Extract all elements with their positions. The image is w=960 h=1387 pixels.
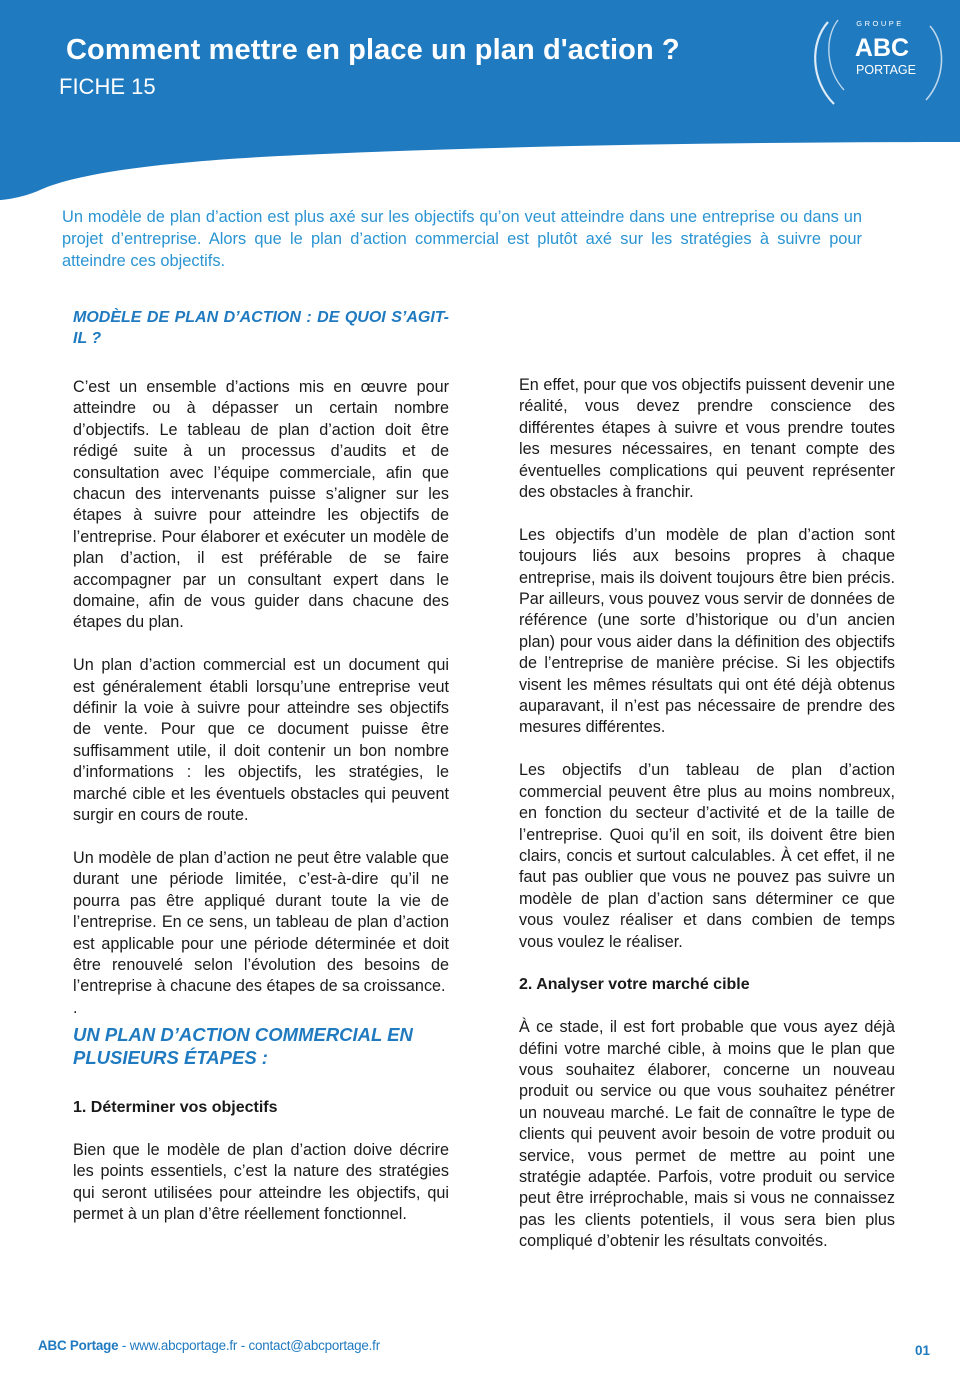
logo-brand-top: ABC <box>854 34 910 62</box>
footer-brand: ABC Portage <box>38 1338 119 1353</box>
paragraph: Un modèle de plan d’action ne peut être valable que durant une période limitée, c’est-à-dire qu’il ne pourra pas être appliqué durant toute la vie de l’entreprise. En ce sens, un tableau de plan d’action est applicable pour une période déterminée et doit être renouvelé selon l’évolution des besoins de l’entreprise à chacune des étapes de sa croissance. <box>73 848 449 996</box>
intro-paragraph: Un modèle de plan d’action est plus axé sur les objectifs qu’on veut atteindre dans une entreprise ou dans un projet d’entreprise. Alors que le plan d’action commercial est plutôt axé sur les stratégies à suivre pour atteindre ces objectifs. <box>62 208 862 270</box>
paragraph: En effet, pour que vos objectifs puissent devenir une réalité, vous devez prendre conscience des différentes étapes à suivre et vous prendre toutes les mesures nécessaires, en tenant compte des éventuelles complications qui peuvent représenter des obstacles à franchir. <box>519 376 895 502</box>
paragraph: C’est un ensemble d’actions mis en œuvre pour atteindre ou à dépasser un certain nombre d’objectifs. Le tableau de plan d’action doit être rédigé suite à un processus d’audits et de consultation avec l’équipe commerciale, afin que chacun des intervenants puisse s’aligner sur les étapes à suivre pour atteindre les objectifs de l’entreprise. Pour élaborer et exécuter un modèle de plan d’action, il est préférable de se faire accompagner par un consultant expert dans le domaine, afin de vous guider dans chacune des étapes du plan. <box>73 378 449 632</box>
subheading-marche-cible: 2. Analyser votre marché cible <box>519 976 750 994</box>
subheading-objectifs: 1. Déterminer vos objectifs <box>73 1099 278 1117</box>
abc-portage-logo <box>808 8 950 118</box>
page-number: 01 <box>915 1343 931 1358</box>
footer-contact: - www.abcportage.fr - contact@abcportage.fr <box>118 1338 380 1353</box>
logo-group-text: GROUPE <box>856 19 904 28</box>
fiche-number: FICHE 15 <box>59 74 156 99</box>
logo-brand-bottom: PORTAGE <box>856 63 916 77</box>
paragraph: À ce stade, il est fort probable que vous ayez déjà défini votre marché cible, à moins que le plan que vous souhaitez élaborer, concerne un nouveau produit ou service ou que vous souhaitez pénétrer un nouveau marché. Le fait de connaître le type de clients qui peuvent avoir besoin de votre produit ou service, vous permet de mettre au point une stratégie adaptée. Parfois, votre produit ou service peut être irréprochable, mais si vous ne connaissez pas les clients potentiels, il vous sera bien plus compliqué d’obtenir les résultats convoités. <box>519 1018 895 1251</box>
page-title: Comment mettre en place un plan d'action ? <box>66 34 680 66</box>
paragraph: Les objectifs d’un modèle de plan d’action sont toujours liés aux besoins propres à chaque entreprise, mais ils doivent toujours être bien précis. Par ailleurs, vous pouvez vous servir de données de référence (une sorte d’historique ou d’un ancien plan) pour vous aider dans la définition des objectifs de l’entreprise de manière précise. Si les objectifs visent les mêmes résultats qui ont été déjà obtenus auparavant, il n’est pas nécessaire de prendre des mesures différentes. <box>519 525 895 737</box>
section-heading-etapes: UN PLAN D’ACTION COMMERCIAL EN PLUSIEURS ÉTAPES : <box>73 1024 413 1069</box>
footer <box>38 1338 380 1353</box>
stray-dot: . <box>73 999 78 1018</box>
paragraph: Un plan d’action commercial est un document qui est généralement établi lorsqu’une entreprise veut définir la voie à suivre pour atteindre ses objectifs de vente. Pour que ce document puisse être suffisamment utile, il doit contenir un bon nombre d’informations : les objectifs, les stratégies, le marché cible et les éventuels obstacles qui peuvent surgir en cours de route. <box>73 656 449 825</box>
left-column <box>73 307 449 1247</box>
section-heading-modele: MODÈLE DE PLAN D’ACTION : DE QUOI S’AGIT-IL ? <box>73 309 449 347</box>
paragraph: Bien que le modèle de plan d’action doive décrire les points essentiels, c’est la nature des stratégies qui seront utilisées pour atteindre les objectifs, qui permet à un plan d’être réellement fonctionnel. <box>73 1140 449 1224</box>
paragraph: Les objectifs d’un tableau de plan d’action commercial peuvent être plus au moins nombreux, en fonction du secteur d’activité et de la taille de l’entreprise. Quoi qu’il en soit, ils doivent être bien clairs, concis et surtout calculables. À cet effet, il ne faut pas oublier que vous ne pouvez pas suivre un modèle de plan d’action sans déterminer ce que vous voulez réaliser et dans combien de temps vous voulez le réaliser. <box>519 761 895 951</box>
right-column <box>519 375 895 1274</box>
